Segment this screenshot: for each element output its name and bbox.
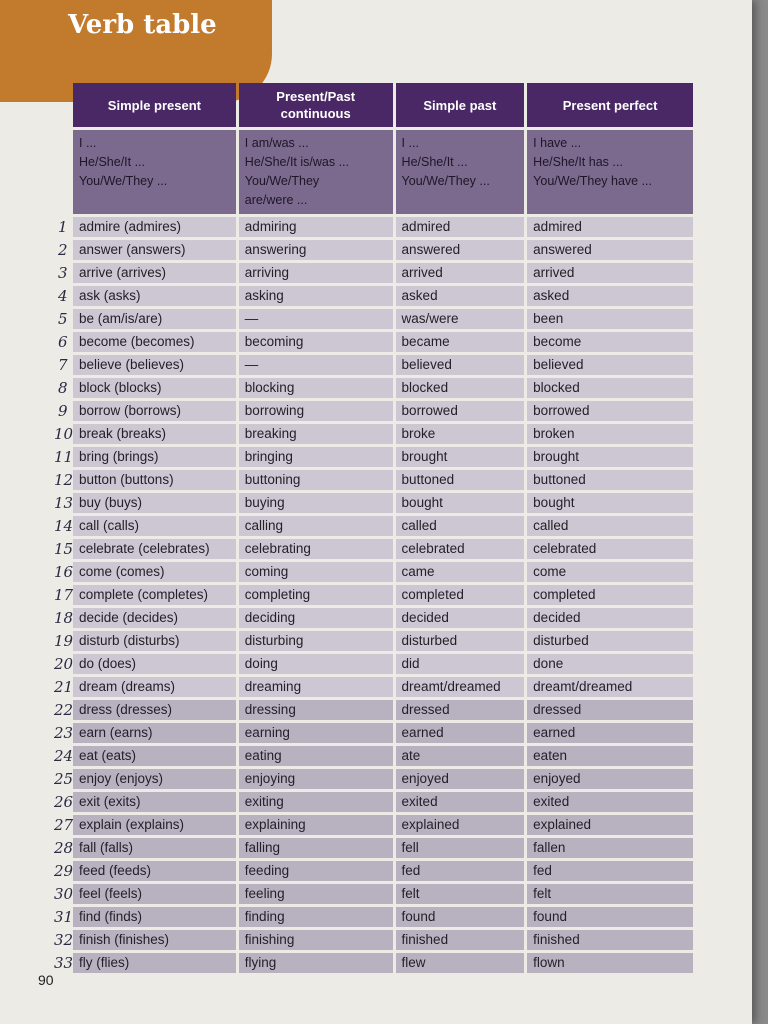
handwritten-number: 28 <box>54 839 74 857</box>
table-cell: asking <box>239 286 393 306</box>
pronoun-line: You/We/They have ... <box>533 174 652 188</box>
table-cell: decided <box>396 608 525 628</box>
table-cell: bought <box>396 493 525 513</box>
pronoun-line: I ... <box>79 136 97 150</box>
table-row <box>73 470 693 490</box>
table-cell: dreamt/dreamed <box>396 677 525 697</box>
table-cell: bought <box>527 493 693 513</box>
table-cell: been <box>527 309 693 329</box>
table-cell: admire (admires) <box>73 217 236 237</box>
table-cell: broken <box>527 424 693 444</box>
table-row <box>73 608 693 628</box>
handwritten-number: 17 <box>54 586 74 604</box>
table-cell: buttoned <box>396 470 525 490</box>
table-cell: buttoned <box>527 470 693 490</box>
handwritten-number: 32 <box>54 931 74 949</box>
table-cell: borrowed <box>527 401 693 421</box>
handwritten-number: 18 <box>54 609 74 627</box>
table-cell: decided <box>527 608 693 628</box>
handwritten-number: 23 <box>54 724 74 742</box>
table-row <box>73 907 693 927</box>
table-cell: disturb (disturbs) <box>73 631 236 651</box>
table-cell: be (am/is/are) <box>73 309 236 329</box>
handwritten-number: 16 <box>54 563 74 581</box>
table-row <box>73 263 693 283</box>
handwritten-number: 27 <box>54 816 74 834</box>
table-cell: explaining <box>239 815 393 835</box>
table-cell: explained <box>527 815 693 835</box>
handwritten-number: 8 <box>58 379 68 397</box>
table-cell: become <box>527 332 693 352</box>
table-row <box>73 539 693 559</box>
table-cell: falling <box>239 838 393 858</box>
table-cell: celebrating <box>239 539 393 559</box>
table-row <box>73 217 693 237</box>
table-row <box>73 378 693 398</box>
table-row <box>73 723 693 743</box>
table-cell: answered <box>527 240 693 260</box>
handwritten-number: 10 <box>54 425 74 443</box>
pronoun-cell <box>527 130 693 214</box>
pronoun-line: I ... <box>401 136 419 150</box>
handwritten-number: 30 <box>54 885 74 903</box>
table-row <box>73 884 693 904</box>
handwritten-number: 5 <box>58 310 68 328</box>
table-cell: do (does) <box>73 654 236 674</box>
pronoun-row <box>73 130 693 214</box>
table-row <box>73 332 693 352</box>
table-cell: broke <box>396 424 525 444</box>
table-cell: was/were <box>396 309 525 329</box>
handwritten-number: 24 <box>54 747 74 765</box>
table-cell: enjoyed <box>527 769 693 789</box>
table-cell: flew <box>396 953 525 973</box>
pronoun-line: I have ... <box>533 136 582 150</box>
verb-rows <box>73 217 693 973</box>
verb-table <box>70 80 696 976</box>
handwritten-number: 2 <box>58 241 68 259</box>
handwritten-number: 19 <box>54 632 74 650</box>
table-cell: come (comes) <box>73 562 236 582</box>
pronoun-line: He/She/It is/was ... <box>244 155 350 169</box>
table-cell: felt <box>527 884 693 904</box>
table-cell: — <box>239 309 393 329</box>
table-row <box>73 677 693 697</box>
pronoun-line: I am/was ... <box>244 136 309 150</box>
table-cell: dressed <box>396 700 525 720</box>
table-cell: bring (brings) <box>73 447 236 467</box>
table-cell: break (breaks) <box>73 424 236 444</box>
table-cell: disturbed <box>396 631 525 651</box>
table-cell: felt <box>396 884 525 904</box>
table-cell: feed (feeds) <box>73 861 236 881</box>
handwritten-number: 11 <box>54 448 74 466</box>
table-cell: complete (completes) <box>73 585 236 605</box>
table-cell: fallen <box>527 838 693 858</box>
table-row <box>73 516 693 536</box>
table-cell: block (blocks) <box>73 378 236 398</box>
table-cell: find (finds) <box>73 907 236 927</box>
table-cell: became <box>396 332 525 352</box>
table-cell: asked <box>527 286 693 306</box>
pronoun-line: He/She/It has ... <box>533 155 623 169</box>
table-cell: flown <box>527 953 693 973</box>
table-cell: explain (explains) <box>73 815 236 835</box>
table-cell: buttoning <box>239 470 393 490</box>
table-cell: disturbed <box>527 631 693 651</box>
table-cell: fall (falls) <box>73 838 236 858</box>
pronoun-line: are/were ... <box>244 193 308 207</box>
table-row <box>73 631 693 651</box>
table-row <box>73 792 693 812</box>
col-continuous: Present/Past continuous <box>239 83 393 127</box>
table-cell: fed <box>527 861 693 881</box>
table-cell: found <box>396 907 525 927</box>
pronoun-line: He/She/It ... <box>79 155 146 169</box>
table-row <box>73 769 693 789</box>
table-cell: blocking <box>239 378 393 398</box>
table-cell: fly (flies) <box>73 953 236 973</box>
table-cell: exit (exits) <box>73 792 236 812</box>
table-cell: answering <box>239 240 393 260</box>
page-title: Verb table <box>68 10 217 40</box>
table-row <box>73 700 693 720</box>
table-cell: enjoying <box>239 769 393 789</box>
col-present-perfect: Present perfect <box>527 83 693 127</box>
table-cell: come <box>527 562 693 582</box>
table-cell: enjoy (enjoys) <box>73 769 236 789</box>
table-row <box>73 746 693 766</box>
table-cell: admired <box>396 217 525 237</box>
table-cell: earned <box>527 723 693 743</box>
table-cell: arrived <box>527 263 693 283</box>
table-cell: buying <box>239 493 393 513</box>
pronoun-cell <box>239 130 393 214</box>
table-cell: dress (dresses) <box>73 700 236 720</box>
handwritten-number: 31 <box>54 908 74 926</box>
table-row <box>73 815 693 835</box>
table-cell: called <box>396 516 525 536</box>
table-cell: dressed <box>527 700 693 720</box>
table-cell: flying <box>239 953 393 973</box>
table-cell: completed <box>396 585 525 605</box>
table-cell: buy (buys) <box>73 493 236 513</box>
table-row <box>73 493 693 513</box>
handwritten-number: 26 <box>54 793 74 811</box>
table-cell: ate <box>396 746 525 766</box>
table-cell: admired <box>527 217 693 237</box>
table-cell: celebrated <box>396 539 525 559</box>
handwritten-number: 29 <box>54 862 74 880</box>
table-cell: eaten <box>527 746 693 766</box>
table-cell: enjoyed <box>396 769 525 789</box>
table-cell: decide (decides) <box>73 608 236 628</box>
table-cell: earning <box>239 723 393 743</box>
table-cell: button (buttons) <box>73 470 236 490</box>
table-cell: finding <box>239 907 393 927</box>
table-cell: exited <box>527 792 693 812</box>
table-cell: answer (answers) <box>73 240 236 260</box>
table-cell: becoming <box>239 332 393 352</box>
handwritten-number: 1 <box>58 218 68 236</box>
table-cell: asked <box>396 286 525 306</box>
table-cell: — <box>239 355 393 375</box>
table-cell: believed <box>527 355 693 375</box>
table-cell: eat (eats) <box>73 746 236 766</box>
table-row <box>73 861 693 881</box>
pronoun-line: You/We/They ... <box>401 174 490 188</box>
handwritten-number: 13 <box>54 494 74 512</box>
table-cell: finished <box>396 930 525 950</box>
table-cell: dreaming <box>239 677 393 697</box>
table-row <box>73 654 693 674</box>
handwritten-number: 22 <box>54 701 74 719</box>
handwritten-number: 12 <box>54 471 74 489</box>
table-row <box>73 585 693 605</box>
table-row <box>73 562 693 582</box>
handwritten-number: 4 <box>58 287 68 305</box>
table-cell: explained <box>396 815 525 835</box>
table-cell: breaking <box>239 424 393 444</box>
table-cell: came <box>396 562 525 582</box>
table-cell: celebrated <box>527 539 693 559</box>
pronoun-line: You/We/They ... <box>79 174 168 188</box>
table-cell: arriving <box>239 263 393 283</box>
header-row <box>73 83 693 127</box>
table-cell: blocked <box>396 378 525 398</box>
table-cell: eating <box>239 746 393 766</box>
table-cell: fell <box>396 838 525 858</box>
page-number: 90 <box>38 972 54 988</box>
table-cell: dressing <box>239 700 393 720</box>
table-cell: become (becomes) <box>73 332 236 352</box>
table-cell: done <box>527 654 693 674</box>
table-cell: finished <box>527 930 693 950</box>
table-cell: borrow (borrows) <box>73 401 236 421</box>
table-cell: brought <box>527 447 693 467</box>
table-row <box>73 309 693 329</box>
table-row <box>73 953 693 973</box>
table-cell: arrived <box>396 263 525 283</box>
table-row <box>73 838 693 858</box>
table-cell: admiring <box>239 217 393 237</box>
handwritten-number: 3 <box>58 264 68 282</box>
handwritten-number: 14 <box>54 517 74 535</box>
table-row <box>73 240 693 260</box>
table-row <box>73 286 693 306</box>
table-row <box>73 355 693 375</box>
table-cell: dream (dreams) <box>73 677 236 697</box>
handwritten-number: 33 <box>54 954 74 972</box>
table-cell: feel (feels) <box>73 884 236 904</box>
handwritten-number: 9 <box>58 402 68 420</box>
table-cell: fed <box>396 861 525 881</box>
table-cell: finishing <box>239 930 393 950</box>
table-row <box>73 447 693 467</box>
table-cell: believed <box>396 355 525 375</box>
table-cell: disturbing <box>239 631 393 651</box>
table-cell: celebrate (celebrates) <box>73 539 236 559</box>
handwritten-number: 25 <box>54 770 74 788</box>
table-cell: called <box>527 516 693 536</box>
handwritten-number: 21 <box>54 678 74 696</box>
pronoun-cell <box>73 130 236 214</box>
table-cell: did <box>396 654 525 674</box>
table-cell: call (calls) <box>73 516 236 536</box>
table-cell: completed <box>527 585 693 605</box>
table-cell: ask (asks) <box>73 286 236 306</box>
table-row <box>73 424 693 444</box>
table-cell: arrive (arrives) <box>73 263 236 283</box>
table-cell: brought <box>396 447 525 467</box>
pronoun-line: He/She/It ... <box>401 155 468 169</box>
table-cell: bringing <box>239 447 393 467</box>
col-simple-present: Simple present <box>73 83 236 127</box>
pronoun-cell <box>396 130 525 214</box>
table-cell: borrowed <box>396 401 525 421</box>
handwritten-number: 15 <box>54 540 74 558</box>
table-cell: completing <box>239 585 393 605</box>
table-row <box>73 401 693 421</box>
table-cell: borrowing <box>239 401 393 421</box>
table-cell: exited <box>396 792 525 812</box>
table-cell: feeling <box>239 884 393 904</box>
handwritten-number: 6 <box>58 333 68 351</box>
pronoun-line: You/We/They <box>244 174 320 188</box>
table-row <box>73 930 693 950</box>
table-cell: calling <box>239 516 393 536</box>
handwritten-number: 7 <box>58 356 68 374</box>
table-cell: feeding <box>239 861 393 881</box>
table-cell: doing <box>239 654 393 674</box>
table-cell: earned <box>396 723 525 743</box>
table-cell: believe (believes) <box>73 355 236 375</box>
table-cell: dreamt/dreamed <box>527 677 693 697</box>
table-cell: earn (earns) <box>73 723 236 743</box>
handwritten-number: 20 <box>54 655 74 673</box>
table-cell: answered <box>396 240 525 260</box>
table-cell: exiting <box>239 792 393 812</box>
table-cell: finish (finishes) <box>73 930 236 950</box>
table-cell: coming <box>239 562 393 582</box>
table-cell: deciding <box>239 608 393 628</box>
table-cell: blocked <box>527 378 693 398</box>
table-cell: found <box>527 907 693 927</box>
col-simple-past: Simple past <box>396 83 525 127</box>
